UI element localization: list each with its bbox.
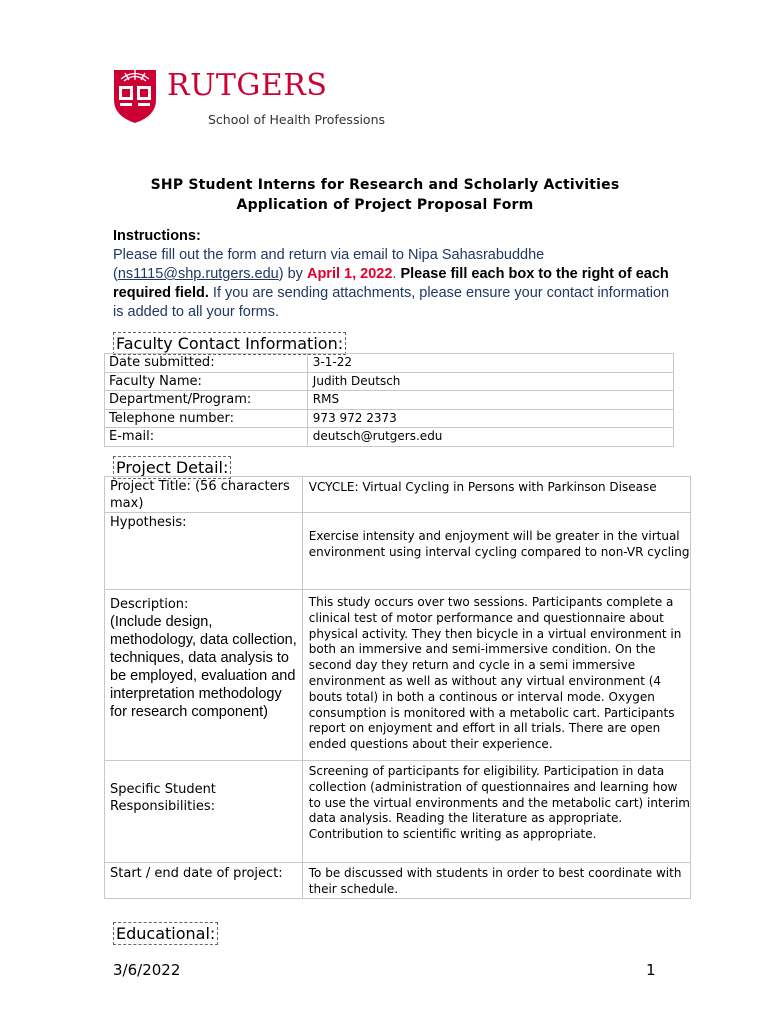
project-title-value[interactable]: VCYCLE: Virtual Cycling in Persons with Parkinson Disease	[302, 477, 690, 513]
page-number: 1	[646, 961, 656, 979]
hypothesis-label: Hypothesis:	[110, 515, 187, 530]
footer-date: 3/6/2022	[113, 961, 181, 979]
date-submitted-value[interactable]: 3-1-22	[307, 354, 673, 373]
table-row	[105, 372, 674, 391]
description-sublabel: (Include design, methodology, data collection, techniques, data analysis to be employed, evaluation and interpretation methodology for research component)	[110, 614, 297, 720]
project-section-heading: Project Detail:	[113, 456, 231, 479]
responsibilities-value[interactable]: Screening of participants for eligibility. Participation in data collection (administration of questionnaires and learning how to use the virtual environments and the metabolic cart) interim data analysis. Reading the literature as appropriate. Contribution to scientific writing as appropriate.	[302, 761, 690, 863]
description-label-cell	[105, 590, 303, 761]
contact-email-link[interactable]: ns1115@shp.rutgers.edu	[117, 266, 279, 282]
dates-label: Start / end date of project:	[110, 866, 283, 881]
department-label: Department/Program:	[105, 391, 308, 410]
table-row	[105, 428, 674, 447]
table-row	[105, 863, 691, 899]
telephone-label: Telephone number:	[105, 409, 308, 428]
rutgers-shield-icon	[113, 66, 157, 124]
instructions-required-note: Please fill each box to the right of each required field.	[113, 266, 669, 301]
instructions-text: Please fill out the form and return via email to Nipa Sahasrabuddhe	[113, 247, 545, 263]
form-title-line-1: SHP Student Interns for Research and Scholarly Activities	[150, 177, 620, 193]
description-value[interactable]: This study occurs over two sessions. Participants complete a clinical test of motor performance and questionnaire about physical activity. They then bicycle in a virtual environment in both an immersive and semi-immersive condition. On the second day they return and cycle in a semi immersive environment as well as without any virtual environment (4 bouts total) in both a continous or interval mode. Oxygen consumption is monitored with a metabolic cart. Participants report on enjoyment and effort in all trials. There are open ended questions about their experience.	[302, 590, 690, 761]
deadline-date: April 1, 2022	[306, 266, 393, 282]
responsibilities-label: Specific Student Responsibilities:	[110, 782, 216, 814]
instructions-period: .	[392, 266, 401, 282]
table-row	[105, 391, 674, 410]
hypothesis-value[interactable]: Exercise intensity and enjoyment will be greater in the virtual environment using interval cycling compared to non-VR cycling	[302, 513, 690, 590]
instructions-attachments-note: If you are sending attachments, please ensure your contact information is added to all your forms.	[113, 285, 670, 320]
email-label: E-mail:	[105, 428, 308, 447]
table-row	[105, 354, 674, 373]
rutgers-logo	[113, 66, 413, 130]
instructions-heading: Instructions:	[113, 228, 201, 244]
telephone-value[interactable]: 973 972 2373	[307, 409, 673, 428]
email-value[interactable]: deutsch@rutgers.edu	[307, 428, 673, 447]
faculty-name-label: Faculty Name:	[105, 372, 308, 391]
responsibilities-label-cell	[105, 761, 303, 863]
table-row	[105, 590, 691, 761]
dates-value[interactable]: To be discussed with students in order to best coordinate with their schedule.	[302, 863, 690, 899]
dates-label-cell	[105, 863, 303, 899]
faculty-section-heading: Faculty Contact Information:	[113, 332, 346, 355]
table-row	[105, 513, 691, 590]
table-row	[105, 409, 674, 428]
table-row	[105, 761, 691, 863]
instructions-by: by	[283, 266, 307, 282]
project-detail-table	[104, 476, 691, 899]
project-title-label: Project Title: (56 characters max)	[110, 479, 290, 511]
faculty-contact-table	[104, 353, 674, 447]
project-title-label-cell	[105, 477, 303, 513]
description-label: Description:	[110, 597, 189, 612]
date-submitted-label: Date submitted:	[105, 354, 308, 373]
form-title-line-2: Application of Project Proposal Form	[236, 197, 534, 213]
logo-wordmark: RUTGERS	[167, 68, 328, 103]
logo-subtitle: School of Health Professions	[208, 112, 386, 127]
faculty-name-value[interactable]: Judith Deutsch	[307, 372, 673, 391]
department-value[interactable]: RMS	[307, 391, 673, 410]
hypothesis-label-cell	[105, 513, 303, 590]
educational-section-heading: Educational:	[113, 922, 218, 945]
table-row	[105, 477, 691, 513]
instructions-block: Instructions: Please fill out the form and return via email to Nipa Sahasrabuddhe (ns1115@shp.rutgers.edu) by April 1, 2022. Please fill each box to the right of each required field. If you are sending attachments, please ensure your contact information is added to all your forms.	[113, 227, 673, 322]
